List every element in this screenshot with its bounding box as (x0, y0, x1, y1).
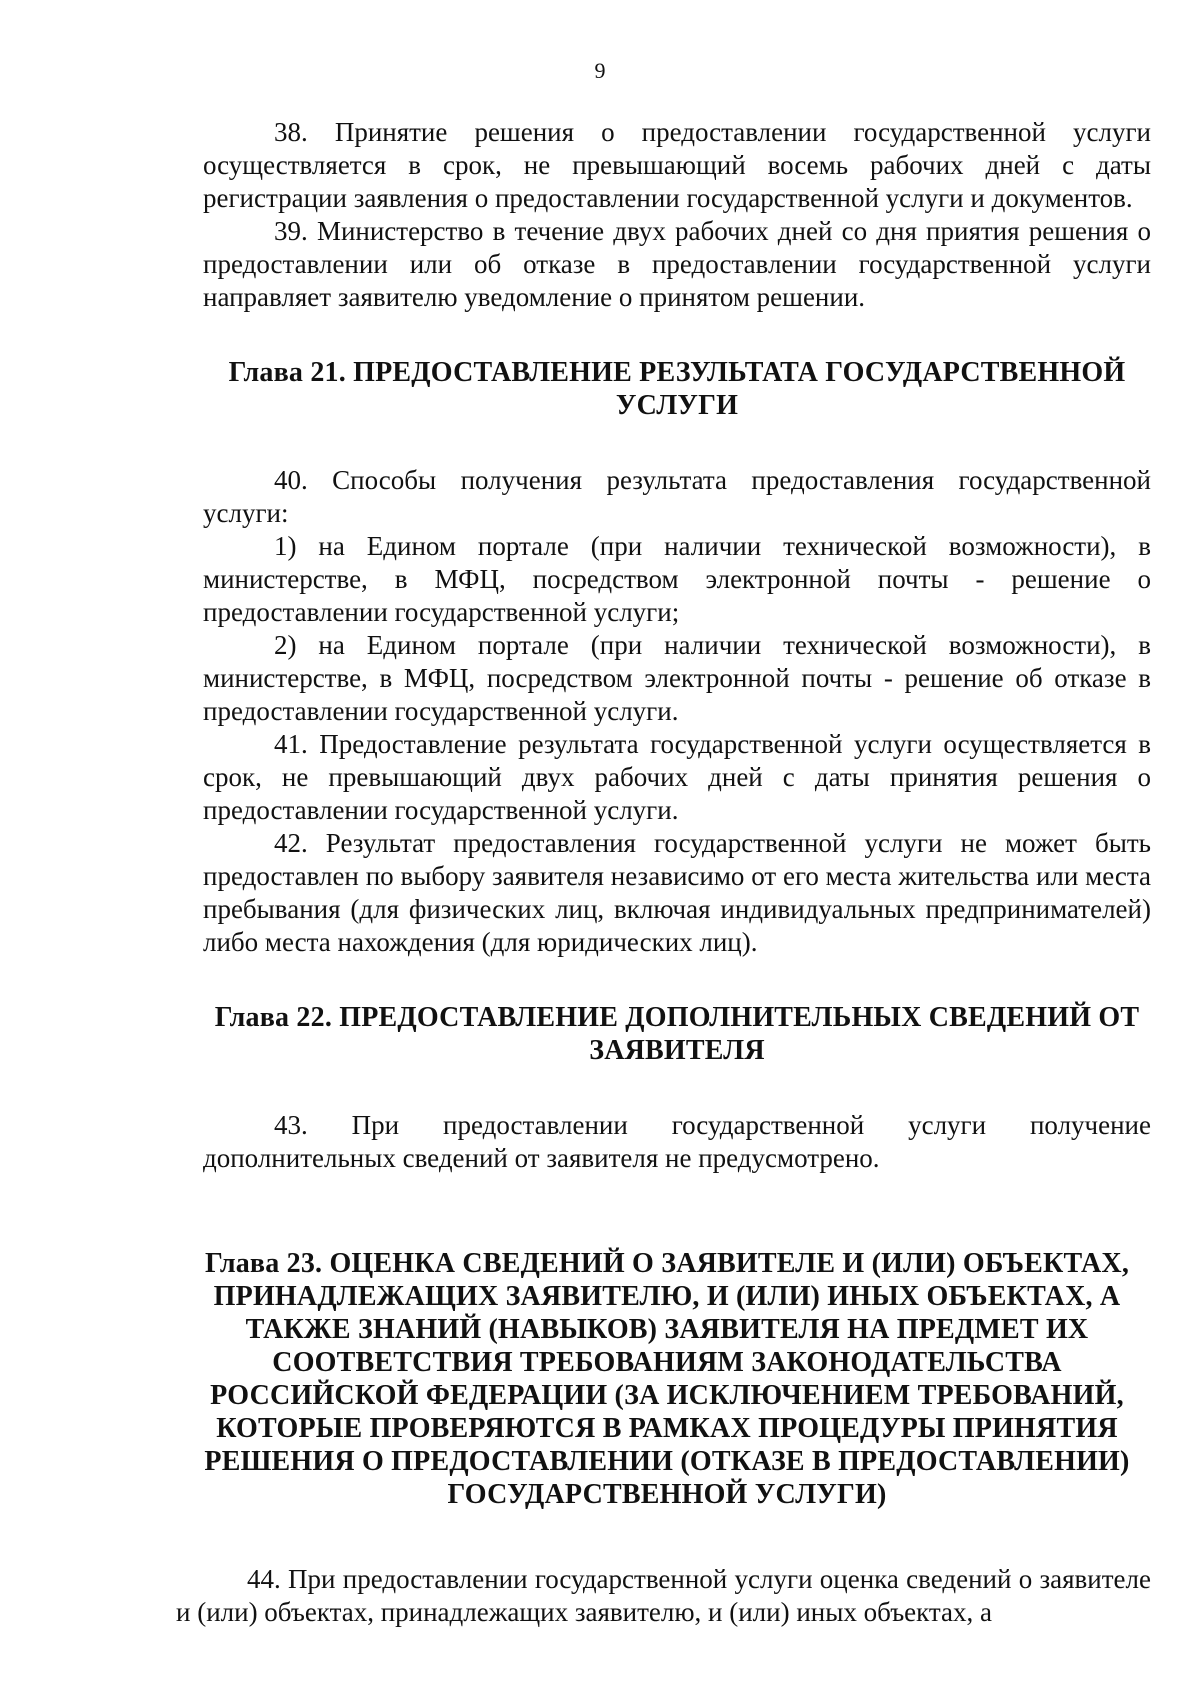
paragraph-40: 40. Способы получения результата предоставления государственной услуги: (203, 465, 1151, 528)
document-body (176, 116, 1151, 1629)
paragraph-41: 41. Предоставление результата государственной услуги осуществляется в срок, не превышающий двух рабочих дней с даты принятия решения о предоставлении государственной услуги. (203, 729, 1151, 825)
paragraph-42: 42. Результат предоставления государственной услуги не может быть предоставлен по выбору заявителя независимо от его места жительства или места пребывания (для физических лиц, включая индивидуальных предпринимателей) либо места нахождения (для юридических лиц). (203, 828, 1151, 957)
paragraph-38: 38. Принятие решения о предоставлении государственной услуги осуществляется в срок, не превышающий восемь рабочих дней с даты регистрации заявления о предоставлении государственной услуги и документов. (203, 117, 1151, 213)
paragraph-44: 44. При предоставлении государственной услуги оценка сведений о заявителе и (или) объектах, принадлежащих заявителю, и (или) иных объектах, а (176, 1564, 1151, 1627)
chapter-23-heading: Глава 23. ОЦЕНКА СВЕДЕНИЙ О ЗАЯВИТЕЛЕ И (ИЛИ) ОБЪЕКТАХ, ПРИНАДЛЕЖАЩИХ ЗАЯВИТЕЛЮ, И (ИЛИ) ИНЫХ ОБЪЕКТАХ, А ТАКЖЕ ЗНАНИЙ (НАВЫКОВ) ЗАЯВИТЕЛЯ НА ПРЕДМЕТ ИХ СООТВЕТСТВИЯ ТРЕБОВАНИЯМ ЗАКОНОДАТЕЛЬСТВА РОССИЙСКОЙ ФЕДЕРАЦИИ (ЗА ИСКЛЮЧЕНИЕМ ТРЕБОВАНИЙ, КОТОРЫЕ ПРОВЕРЯЮТСЯ В РАМКАХ ПРОЦЕДУРЫ ПРИНЯТИЯ РЕШЕНИЯ О ПРЕДОСТАВЛЕНИИ (ОТКАЗЕ В ПРЕДОСТАВЛЕНИИ) ГОСУДАРСТВЕННОЙ УСЛУГИ) (204, 1248, 1130, 1510)
chapter-21-heading: Глава 21. ПРЕДОСТАВЛЕНИЕ РЕЗУЛЬТАТА ГОСУДАРСТВЕННОЙ УСЛУГИ (228, 357, 1126, 421)
paragraph-40-item-1: 1) на Едином портале (при наличии технической возможности), в министерстве, в МФЦ, посредством электронной почты - решение о предоставлении государственной услуги; (203, 531, 1151, 627)
chapter-22-heading: Глава 22. ПРЕДОСТАВЛЕНИЕ ДОПОЛНИТЕЛЬНЫХ СВЕДЕНИЙ ОТ ЗАЯВИТЕЛЯ (214, 1002, 1140, 1066)
page-number: 9 (594, 58, 606, 83)
paragraph-39: 39. Министерство в течение двух рабочих дней со дня приятия решения о предоставлении или об отказе в предоставлении государственной услуги направляет заявителю уведомление о принятом решении. (203, 216, 1151, 312)
paragraph-43: 43. При предоставлении государственной услуги получение дополнительных сведений от заявителя не предусмотрено. (203, 1110, 1151, 1173)
paragraph-40-item-2: 2) на Едином портале (при наличии технической возможности), в министерстве, в МФЦ, посредством электронной почты - решение об отказе в предоставлении государственной услуги. (203, 630, 1151, 726)
